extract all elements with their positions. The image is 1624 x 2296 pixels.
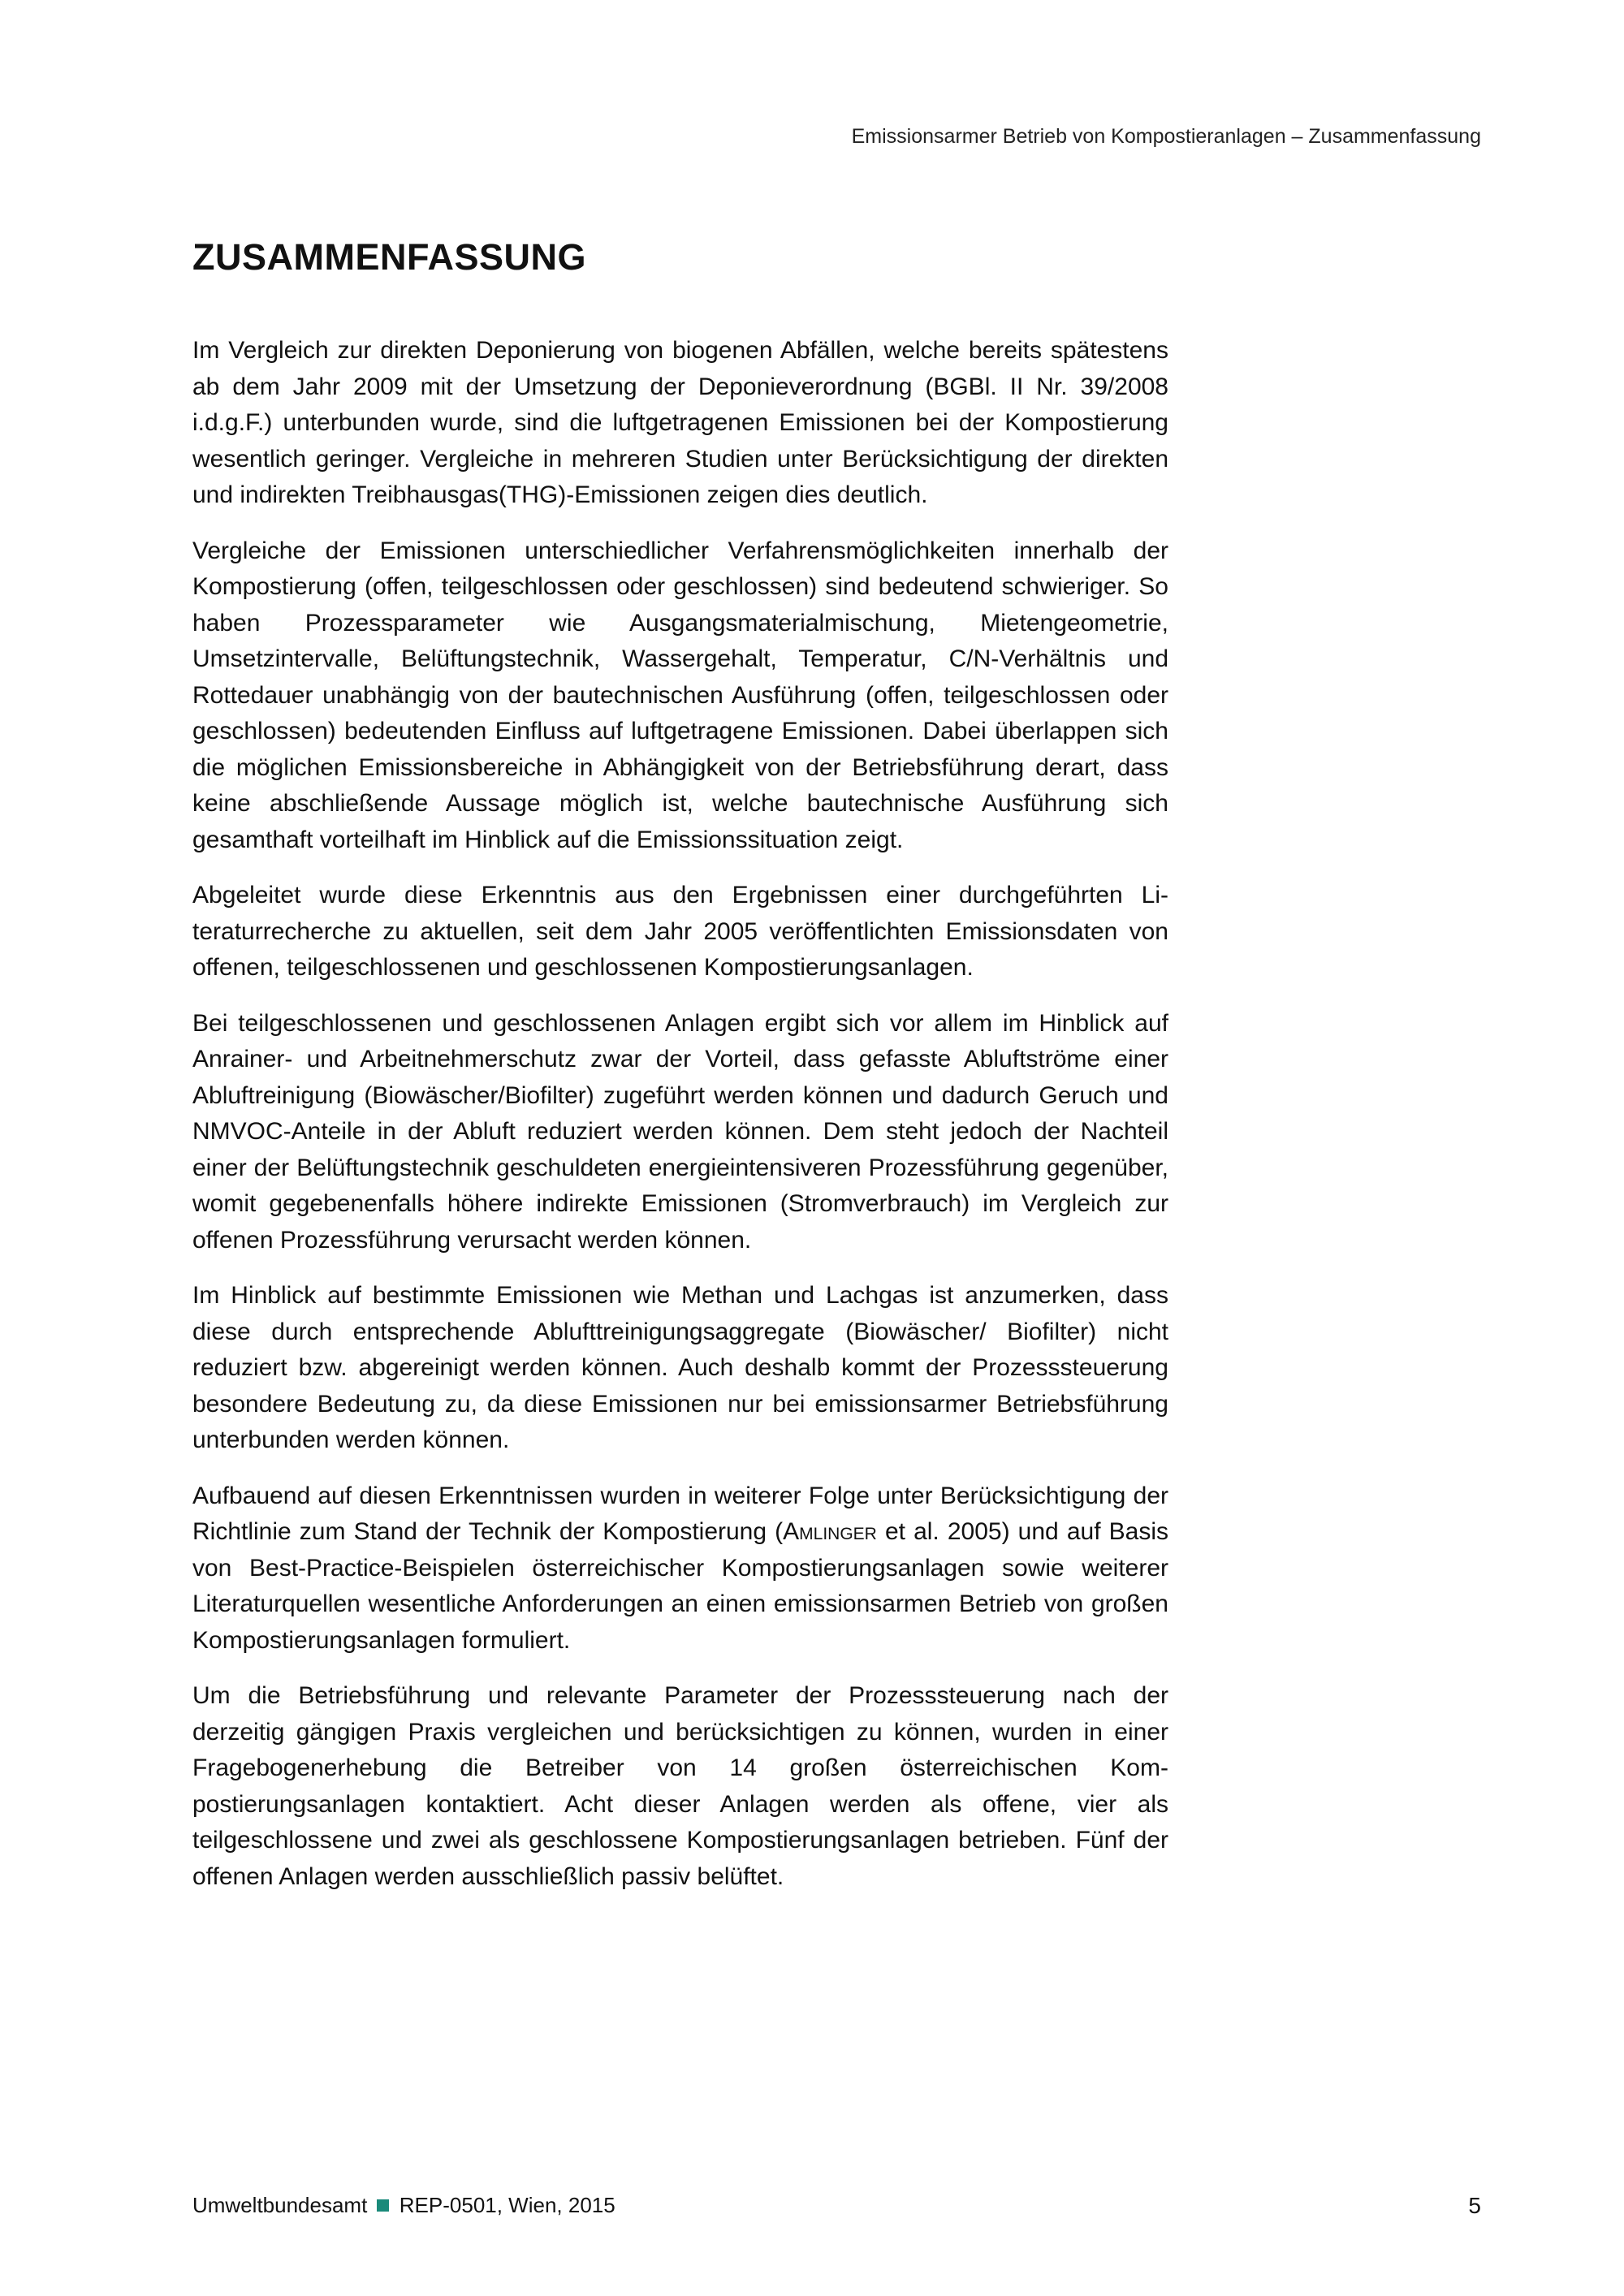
paragraph-6-text-b: et al. 2005) und auf Basis von Best-Practice-Beispielen österreichischer Kompostierungsanlagen sowie weiterer Literaturquellen wesentliche Anforderungen an einen emissionsarmen Betrieb von großen Kompostierungsanlagen formuliert. xyxy=(192,1518,1168,1654)
paragraph-1: Im Vergleich zur direkten Deponierung von biogenen Abfällen, welche bereits spätestens ab dem Jahr 2009 mit der Umsetzung der Deponieverordnung (BGBl. II Nr. 39/2008 i.d.g.F.) unterbunden wurde, sind die luftgetragenen Emissionen bei der Kompostierung wesentlich geringer. Vergleiche in mehreren Studien unter Berücksichtigung der direkten und indirekten Treibhausgas(THG)-Emissionen zeigen dies deutlich. xyxy=(192,337,1168,508)
paragraph-4: Bei teilgeschlossenen und geschlossenen Anlagen ergibt sich vor allem im Hinblick auf Anrainer- und Arbeitnehmerschutz zwar der Vorteil, dass gefasste Abluftströme einer Abluftreinigung (Biowäscher/Biofilter) zugeführt werden können und dadurch Geruch und NMVOC-Anteile in der Abluft reduziert werden können. Dem steht jedoch der Nachteil einer der Belüftungstechnik geschuldeten energieintensiveren Prozessführung gegenüber, womit gegebenenfalls höhere indirekte Emissionen (Stromverbrauch) im Vergleich zur offenen Prozessführung verursacht werden können. xyxy=(192,1009,1168,1254)
paragraph-6 xyxy=(192,1478,1168,1659)
author-citation: Amlinger xyxy=(783,1518,877,1545)
page-title: ZUSAMMENFASSUNG xyxy=(192,236,587,278)
footer-source xyxy=(192,2193,615,2218)
paragraph-7: Um die Betriebsführung und relevante Parameter der Prozesssteuerung nach der derzeitig gängigen Praxis vergleichen und berücksichtigen zu können, wurden in einer Fragebogenerhebung die Betreiber von 14 großen österreichischen Kompostierungsanlagen kontaktiert. Acht dieser Anlagen werden als offene, vier als teilgeschlossene und zwei als geschlossene Kompostierungsanlagen betrieben. Fünf der offenen Anlagen werden ausschließlich passiv belüftet. xyxy=(192,1682,1168,1890)
body-text xyxy=(192,333,1168,1914)
paragraph-3: Abgeleitet wurde diese Erkenntnis aus den Ergebnissen einer durchgeführten Literaturrecherche zu aktuellen, seit dem Jahr 2005 veröffentlichten Emissionsdaten von offenen, teilgeschlossenen und geschlossenen Kompostierungsanlagen. xyxy=(192,882,1168,981)
square-separator-icon xyxy=(377,2199,389,2212)
footer-report-id: REP-0501, Wien, 2015 xyxy=(399,2193,615,2217)
paragraph-6-text-a: Aufbauend auf diesen Erkenntnissen wurden in weiterer Folge unter Berücksichtigung der Richtlinie zum Stand der Technik der Kompostierung ( xyxy=(192,1482,1168,1545)
page-number: 5 xyxy=(1468,2193,1481,2218)
running-header: Emissionsarmer Betrieb von Kompostieranlagen – Zusammenfassung xyxy=(851,125,1481,148)
paragraph-2: Vergleiche der Emissionen unterschiedlicher Verfahrensmöglichkeiten innerhalb der Kompostierung (offen, teilgeschlossen oder geschlossen) sind bedeutend schwieriger. So haben Prozessparameter wie Ausgangsmaterialmischung, Mietengeometrie, Umsetzintervalle, Belüftungstechnik, Wassergehalt, Temperatur, C/N-Verhältnis und Rottedauer unabhängig von der bautechnischen Ausführung (offen, teilgeschlossen oder geschlossen) bedeutenden Einfluss auf luftgetragene Emissionen. Dabei überlappen sich die möglichen Emissionsbereiche in Abhängigkeit von der Betriebsführung derart, dass keine abschließende Aussage möglich ist, welche bautechnische Ausführung sich gesamthaft vorteilhaft im Hinblick auf die Emissionssituation zeigt. xyxy=(192,537,1168,853)
paragraph-5: Im Hinblick auf bestimmte Emissionen wie Methan und Lachgas ist anzumerken, dass diese durch entsprechende Ablufttreinigungsaggregate (Biowäscher/ Biofilter) nicht reduziert bzw. abgereinigt werden können. Auch deshalb kommt der Prozesssteuerung besondere Bedeutung zu, da diese Emissionen nur bei emissionsarmer Betriebsführung unterbunden werden können. xyxy=(192,1282,1168,1453)
footer-publisher: Umweltbundesamt xyxy=(192,2193,368,2217)
page-footer xyxy=(192,2193,1481,2220)
